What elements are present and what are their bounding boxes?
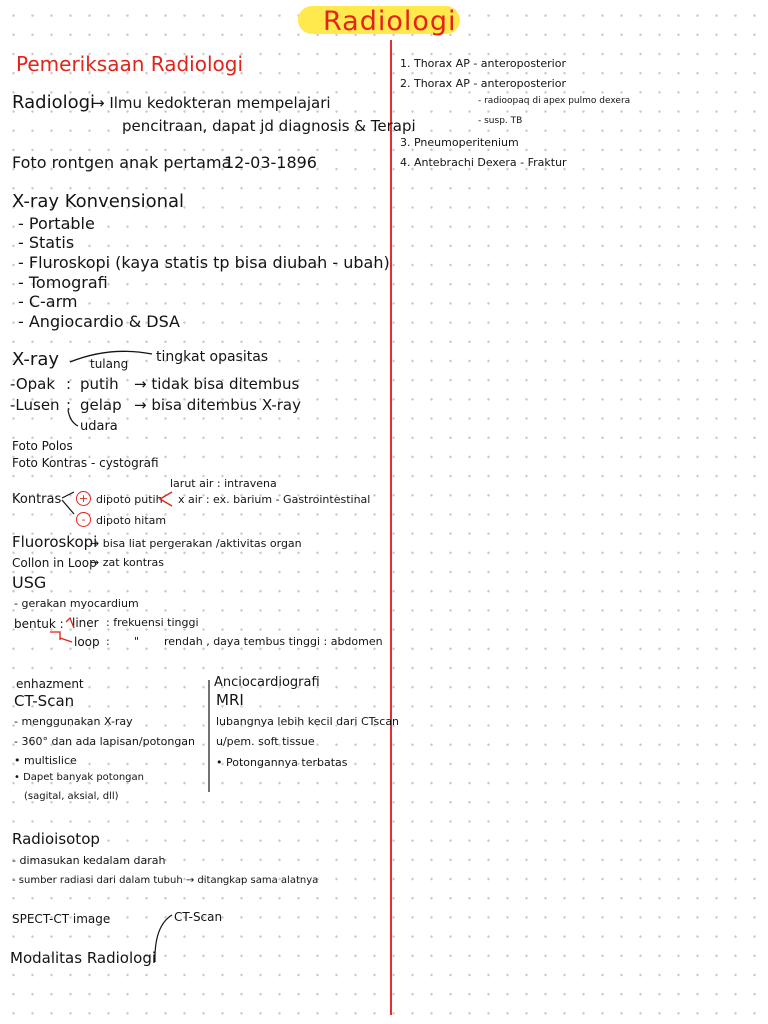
usg-gerakan: - gerakan myocardium: [14, 597, 139, 610]
mri-heading: MRI: [216, 691, 244, 709]
ct-item: • Dapet banyak potongan: [14, 772, 144, 783]
dipoto-putih: dipoto putih: [96, 493, 163, 506]
ct-item: (sagital, aksial, dll): [24, 791, 119, 802]
right-item: 3. Pneumoperitenium: [400, 136, 519, 149]
larut-air: larut air : intravena: [170, 477, 277, 490]
collon-label: Collon in Loop: [12, 556, 97, 570]
page-title: Radiologi: [323, 6, 457, 37]
column-divider: [390, 40, 392, 1015]
tulang-label: tulang: [90, 357, 129, 371]
kontras-label: Kontras: [12, 492, 62, 507]
fluoroskopi-label: Fluoroskopi: [12, 533, 98, 551]
bentuk-label: bentuk :: [14, 617, 64, 631]
foto-kontras: Foto Kontras - cystografi: [12, 456, 159, 470]
right-subitem: - susp. TB: [478, 116, 523, 126]
iso-item: - sumber radiasi dari dalam tubuh → ditangkap sama alatnya: [12, 875, 319, 886]
conv-item: - Portable: [18, 214, 95, 233]
xray-label: X-ray: [12, 349, 60, 370]
mri-item: • Potongannya terbatas: [216, 756, 348, 769]
opak-description: → tidak bisa ditembus: [134, 375, 300, 393]
lusen-colon: :: [66, 396, 72, 414]
lusen-description: → bisa ditembus X-ray: [134, 396, 301, 414]
usg-heading: USG: [12, 573, 47, 592]
definition-text-2: pencitraan, dapat jd diagnosis & Terapi: [122, 117, 416, 135]
udara-label: udara: [80, 419, 118, 434]
modalitas-brace: [155, 915, 172, 962]
loop-colon: :: [106, 635, 110, 648]
angio-label: Anciocardiografi: [214, 675, 320, 690]
ditto-mark: ": [134, 635, 140, 648]
conv-item: - Statis: [18, 233, 75, 252]
definition-text-1: → Ilmu kedokteran mempelajari: [92, 94, 331, 112]
dipoto-hitam: dipoto hitam: [96, 514, 167, 527]
gelap-label: gelap: [80, 396, 122, 414]
liner-label: liner: [72, 616, 99, 630]
opak-label: -Opak: [10, 375, 56, 393]
enhazment-label: enhazment: [16, 677, 84, 691]
liner-desc: : frekuensi tinggi: [106, 616, 199, 629]
right-subitem: - radioopaq di apex pulmo dexera: [478, 96, 631, 106]
x-air: x air : ex. barium - Gastrointestinal: [178, 493, 371, 506]
bentuk-red-corner: [50, 632, 60, 640]
right-item: 2. Thorax AP - anteroposterior: [400, 77, 566, 90]
plus-circle-icon: +: [76, 491, 91, 506]
radioisotop-heading: Radioisotop: [12, 830, 100, 848]
mri-item: lubangnya lebih kecil dari CTscan: [216, 715, 400, 728]
conv-item: - Tomografi: [18, 273, 108, 292]
loop-red-arrow: [60, 638, 72, 642]
lusen-label: -Lusen: [10, 396, 60, 414]
ctscan-branch: CT-Scan: [174, 910, 223, 924]
loop-label: loop: [74, 635, 100, 649]
opasitas-label: tingkat opasitas: [156, 349, 269, 365]
collon-desc: → zat kontras: [90, 556, 165, 569]
first-photo-date: 12-03-1896: [224, 153, 317, 172]
definition-term: Radiologi: [12, 92, 96, 113]
first-photo-label: Foto rontgen anak pertama: [12, 153, 232, 172]
putih-label: putih: [80, 375, 119, 393]
modalitas-label: Modalitas Radiologi: [10, 949, 157, 967]
right-item: 1. Thorax AP - anteroposterior: [400, 57, 566, 70]
fluoroskopi-desc: → bisa liat pergerakan /aktivitas organ: [90, 537, 302, 550]
minus-circle-icon: -: [76, 512, 91, 527]
ct-item: • multislice: [14, 754, 77, 767]
iso-item: - dimasukan kedalam darah: [12, 854, 166, 867]
conv-item: - Angiocardio & DSA: [18, 312, 180, 331]
spect-label: SPECT-CT image: [12, 912, 111, 926]
mri-item: u/pem. soft tissue: [216, 735, 315, 748]
opak-colon: :: [66, 375, 72, 393]
conv-item: - Fluroskopi (kaya statis tp bisa diubah - ubah): [18, 253, 390, 272]
kontras-brace-bottom: [62, 500, 74, 514]
conv-item: - C-arm: [18, 292, 78, 311]
ct-item: - 360° dan ada lapisan/potongan: [14, 735, 196, 748]
xray-conventional-heading: X-ray Konvensional: [12, 191, 185, 212]
loop-desc: rendah , daya tembus tinggi : abdomen: [164, 635, 383, 648]
right-item: 4. Antebrachi Dexera - Fraktur: [400, 156, 567, 169]
kontras-brace-top: [62, 492, 74, 498]
ct-item: - menggunakan X-ray: [14, 715, 133, 728]
ctscan-heading: CT-Scan: [14, 692, 75, 710]
section-heading: Pemeriksaan Radiologi: [16, 52, 244, 76]
foto-polos: Foto Polos: [12, 439, 73, 453]
